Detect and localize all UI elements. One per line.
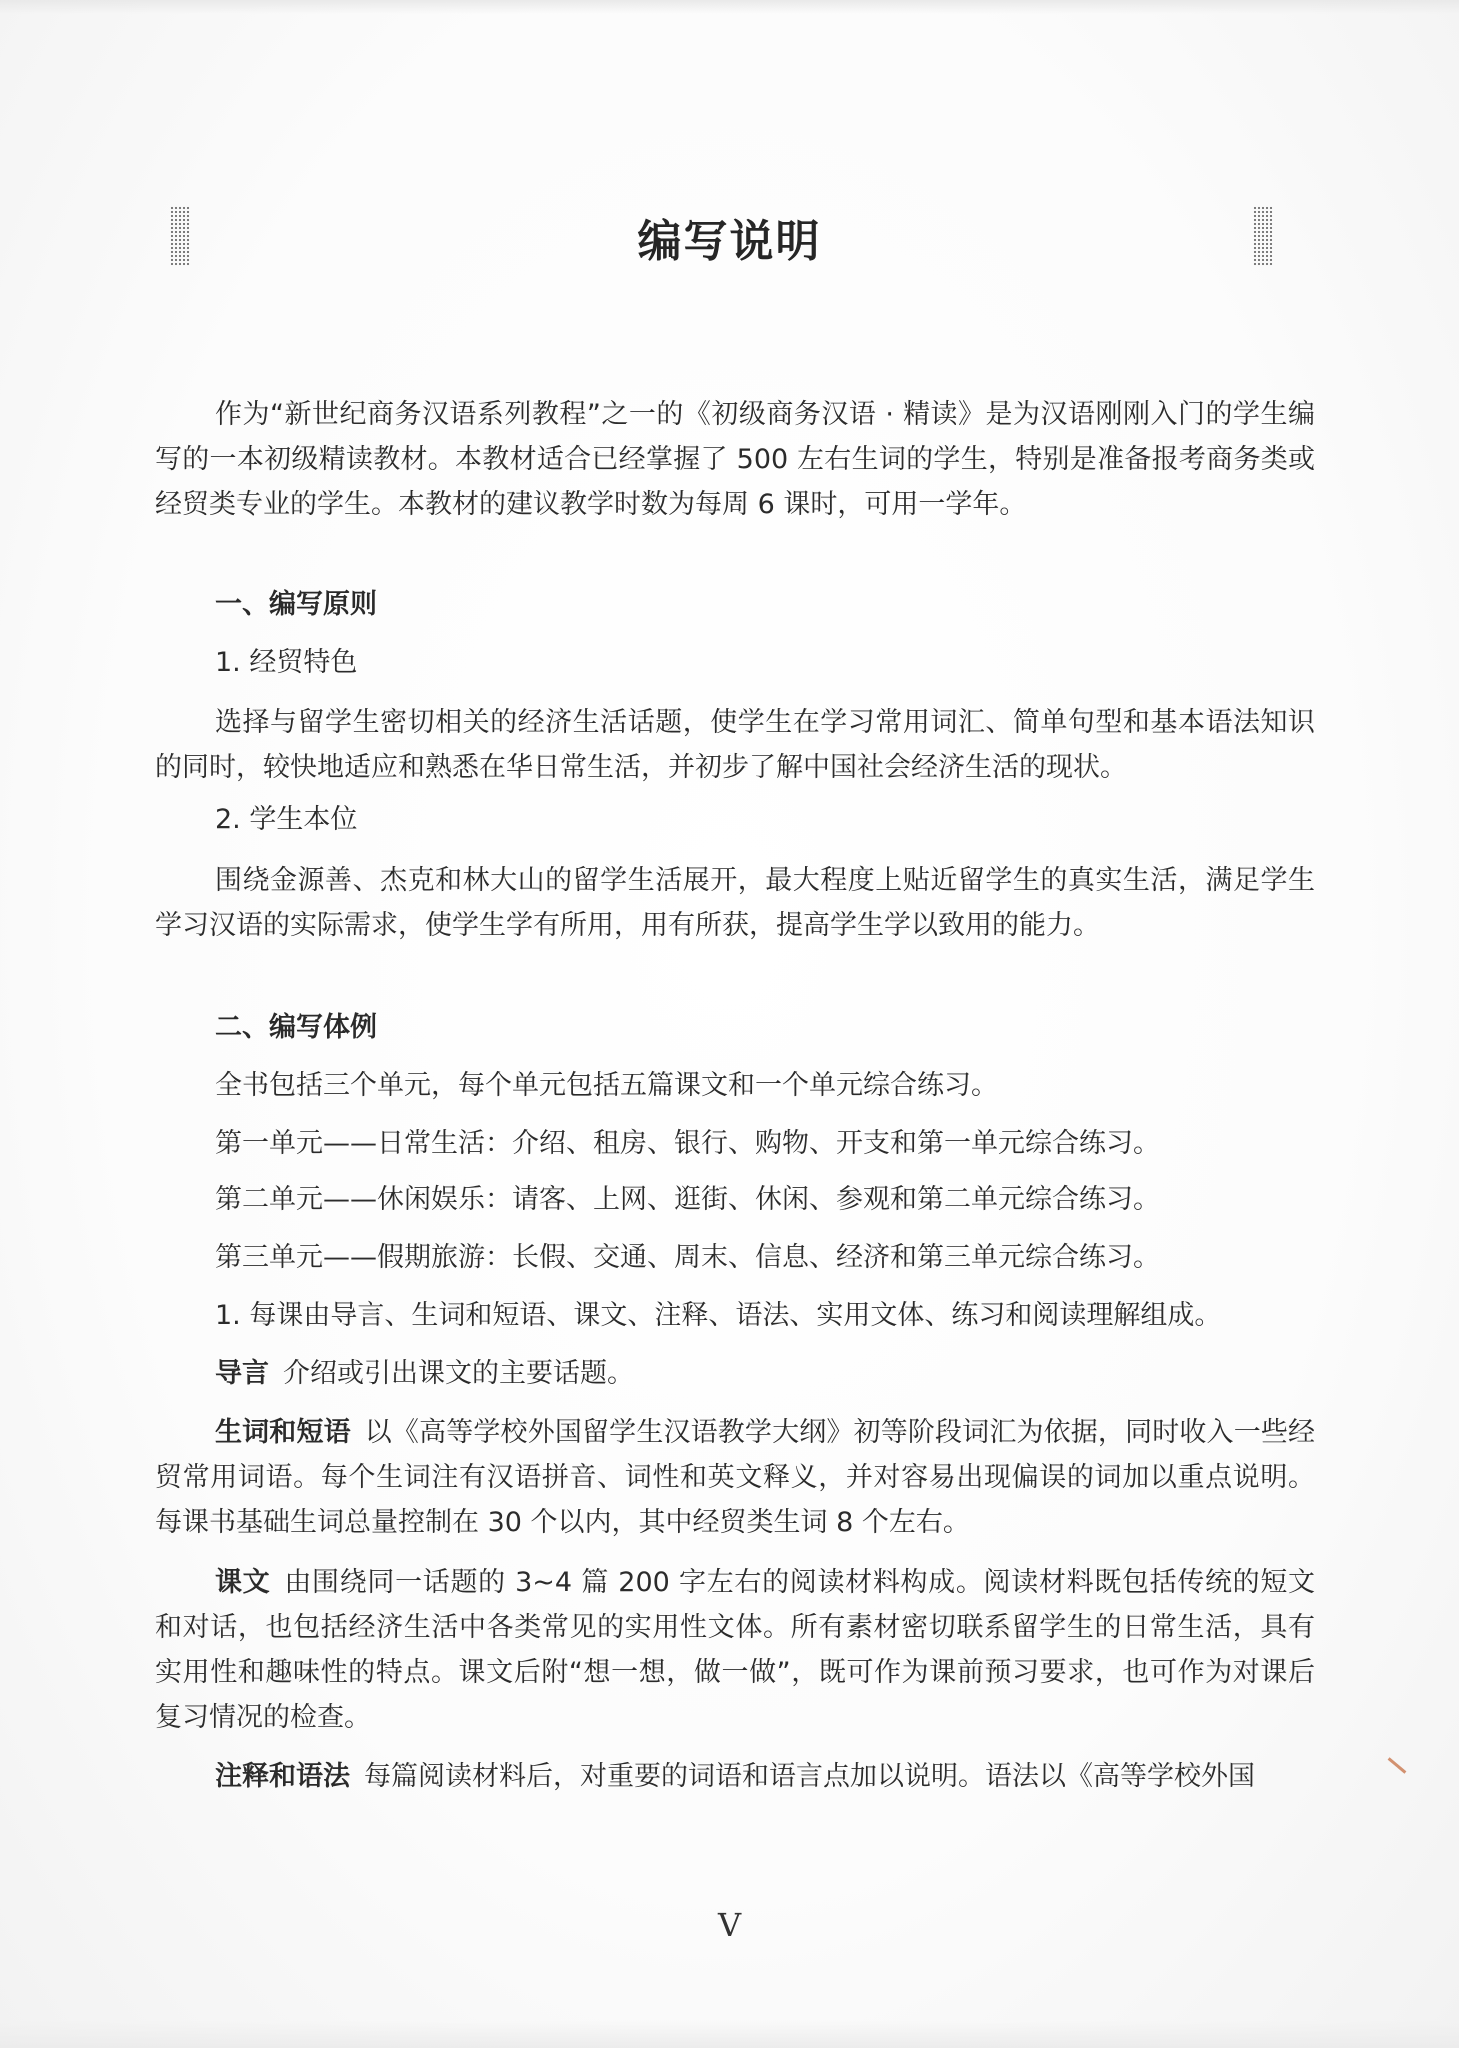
text-label: 课文 xyxy=(215,1567,271,1598)
section-heading-structure: 二、编写体例 xyxy=(215,1012,377,1043)
unit-three-line: 第三单元——假期旅游：长假、交通、周末、信息、经济和第三单元综合练习。 xyxy=(215,1242,1160,1273)
intro-paragraph: 作为“新世纪商务汉语系列教程”之一的《初级商务汉语 · 精读》是为汉语刚刚入门的学生编写的一本初级精读教材。本教材适合已经掌握了 500 左右生词的学生，特别是准备报考商务类或经贸类专业的学生。本教材的建议教学时数为每周 6 课时，可用一学年。 xyxy=(155,399,1315,520)
structure-overview: 全书包括三个单元，每个单元包括五篇课文和一个单元综合练习。 xyxy=(215,1070,998,1101)
vocabulary-entry xyxy=(155,1410,1315,1545)
subheading-trade-features: 1. 经贸特色 xyxy=(215,647,358,678)
notes-grammar-text: 每篇阅读材料后，对重要的词语和语言点加以说明。语法以《高等学校外国 xyxy=(364,1761,1255,1792)
introduction-label: 导言 xyxy=(215,1358,269,1389)
pen-mark xyxy=(1388,1757,1407,1773)
unit-two-line: 第二单元——休闲娱乐：请客、上网、逛街、休闲、参观和第二单元综合练习。 xyxy=(215,1184,1160,1215)
introduction-text: 介绍或引出课文的主要话题。 xyxy=(283,1358,634,1389)
notes-grammar-label: 注释和语法 xyxy=(215,1761,350,1792)
text-description: 由围绕同一话题的 3~4 篇 200 字左右的阅读材料构成。阅读材料既包括传统的短文和对话，也包括经济生活中各类常见的实用性文体。所有素材密切联系留学生的日常生活，具有实用性和趣味性的特点。课文后附“想一想，做一做”，既可作为课前预习要求，也可作为对课后复习情况的检查。 xyxy=(155,1567,1316,1733)
student-centered-paragraph: 围绕金源善、杰克和林大山的留学生活展开，最大程度上贴近留学生的真实生活，满足学生学习汉语的实际需求，使学生学有所用，用有所获，提高学生学以致用的能力。 xyxy=(155,865,1315,941)
scan-shadow-bottom xyxy=(0,2020,1459,2048)
section-heading-principles: 一、编写原则 xyxy=(215,589,377,620)
page-title: 编写说明 xyxy=(637,216,822,267)
unit-one-line: 第一单元——日常生活：介绍、租房、银行、购物、开支和第一单元综合练习。 xyxy=(215,1128,1160,1159)
introduction-entry xyxy=(215,1354,634,1394)
page-number: V xyxy=(717,1906,742,1944)
trade-features-paragraph: 选择与留学生密切相关的经济生活话题，使学生在学习常用词汇、简单句型和基本语法知识的同时，较快地适应和熟悉在华日常生活，并初步了解中国社会经济生活的现状。 xyxy=(155,707,1315,783)
vocabulary-label: 生词和短语 xyxy=(215,1417,351,1448)
text-entry xyxy=(155,1560,1315,1740)
vocabulary-text: 以《高等学校外国留学生汉语教学大纲》初等阶段词汇为依据，同时收入一些经贸常用词语。每个生词注有汉语拼音、词性和英文释义，并对容易出现偏误的词加以重点说明。每课书基础生词总量控制在 30 个以内，其中经贸类生词 8 个左右。 xyxy=(155,1417,1316,1538)
notes-grammar-entry xyxy=(155,1754,1315,1799)
lesson-components-line: 1. 每课由导言、生词和短语、课文、注释、语法、实用文体、练习和阅读理解组成。 xyxy=(215,1300,1222,1331)
subheading-student-centered: 2. 学生本位 xyxy=(215,804,358,835)
scan-shadow-top xyxy=(0,0,1459,14)
